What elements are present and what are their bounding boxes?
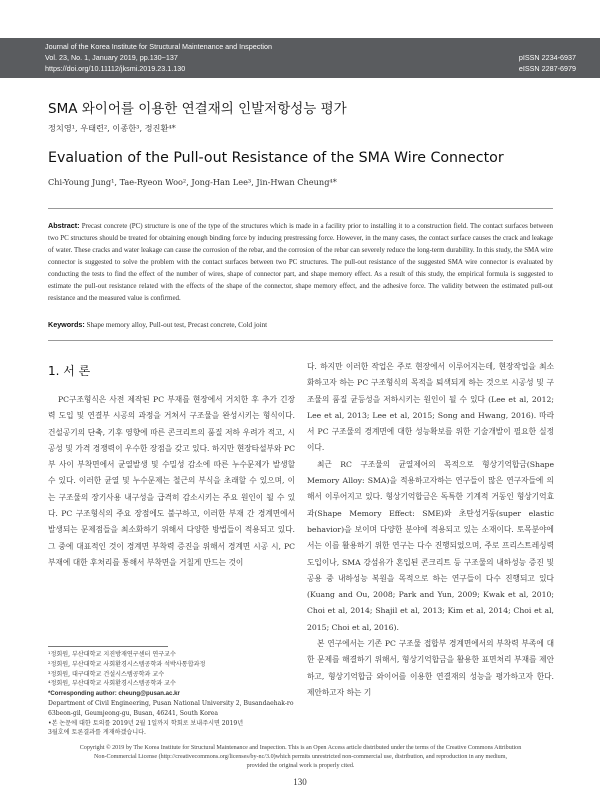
divider-bottom <box>48 340 553 341</box>
footnote-affiliation: ³정회원, 대구대학교 건설시스템공학과 교수 <box>48 670 165 678</box>
journal-doi: https://doi.org/10.11112/jksmi.2019.23.1.130 <box>45 64 186 73</box>
keywords-label: Keywords: <box>48 320 85 329</box>
body-paragraph: PC구조형식은 사전 제작된 PC 부재를 현장에서 거치한 후 추가 긴장력 도입 및 연결부 시공의 과정을 거쳐서 구조물을 완성시키는 형식이다. 건설공기의 단축, 기후 영향에 따른 콘크리트의 품질 저하 우려가 적고, 시공성 및 가격 경쟁력이 우수한 장점을 갖고 있다. 하지만 현장타설부와 PC부 사이 부착면에서 균열발생 및 수밀성 감소에 따른 누수문제가 발생할 수 있다. 이러한 균열 및 누수문제는 철근의 부식을 초래할 수 있으며, 이는 구조물의 장기사용 내구성을 급격히 감소시키는 주요 원인이 될 수 있다. PC 구조형식의 주요 장점에도 불구하고, 이러한 부재 간 경계면에서 발생되는 문제점들을 최소화하기 위해서 다양한 방법들이 적용되고 있다. 그 중에 대표적인 것이 경계면 부착력 증진을 위해서 경계면 시공 시, PC 부재에 대한 후처리를 통해서 부착면을 거칠게 만드는 것이 <box>48 395 295 567</box>
copyright-line: provided the original work is properly cited. <box>246 763 355 769</box>
keywords-text: Shape memory alloy, Pull-out test, Precast concrete, Cold joint <box>86 321 268 329</box>
body-paragraph: 최근 RC 구조물의 균열제어의 목적으로 형상기억합금(Shape Memory Alloy: SMA)을 적용하고자하는 연구들이 많은 연구자들에 의해서 이루어지고 있다. 형상기억합금은 독특한 기계적 거동인 형상기억효과(Shape Memory Effect: SME)와 초탄성거동(super elastic behavior)을 보이며 다양한 분야에 적용되고 있는 소재이다. 토목분야에서는 이를 활용하기 위한 연구는 다수 진행되었으며, 주로 프리스트레싱력 도입이나, SMA 강섬유가 혼입된 콘크리트 등 구조물의 내하성능 증진 및 공용 중 내하성능 복원을 목적으로 하는 연구들이 다수 진행되고 있다 (Kuang and Ou, 2008; Park and Yun, 2009; Kwak et al, 2010; Choi et al, 2014; Shajil et al, 2013; Kim et al, 2014; Choi et al, 2015; Choi et al, 2016). <box>307 459 554 632</box>
journal-info <box>45 41 272 74</box>
divider-top <box>48 208 553 209</box>
abstract-text: Precast concrete (PC) structure is one of the type of the structures which is made in a facility prior to installing it to a construction field. The contact surfaces between two PC structures should be treated for obtaining enough binding force by inducing prestressing force. However, in the many cases, the contact surface causes the crack and leakage of water. These cracks and water leakage can cause the corrosion of the rebar, and the corrosion of the rebar can severely reduce the long-term durability. In this study, the SMA wire connector is suggested to solve the problem with the contact surfaces between two PC structures. The pull-out resistance of the suggested SMA wire connector is evaluated by conducting the tests to find the effect of the number of wires, shape of connector part, and shape memory effect. As a result of this study, the empirical formula is suggested to estimate the pull-out resistance related with the effects of the shape of the connector, shape memory effect, and the adhesive force. The validity between the estimated pull-out resistance and the measured value is confirmed. <box>48 222 553 302</box>
footnote-affiliation: ²정회원, 부산대학교 사회환경시스템공학과 석박사통합과정 <box>48 660 206 668</box>
eissn: eISSN 2287-6979 <box>518 64 576 73</box>
section-heading: 1. 서 론 <box>48 364 91 378</box>
address-line: Department of Civil Engineering, Pusan National University 2, Busandaehak-ro <box>48 699 294 707</box>
title-english: Evaluation of the Pull-out Resistance of the SMA Wire Connector <box>48 150 504 166</box>
abstract <box>48 220 553 304</box>
copyright-notice <box>48 744 553 771</box>
body-paragraph: 다. 하지만 이러한 작업은 주로 현장에서 이루어지는데, 현장작업을 최소화하고자 하는 PC 구조형식의 목적을 퇴색되게 하는 것으로 시공성 및 구조물의 품질 균등성을 저하시키는 원인이 될 수 있다 (Lee et al, 2012; Lee et al, 2013; Lee et al, 2015; Song and Hwang, 2016). 따라서 PC 구조물의 경계면에 대한 성능확보를 위한 기술개발이 필요한 실정이다. <box>307 362 554 453</box>
discussion-note: 3월호에 토론결과를 게재하겠습니다. <box>48 729 146 737</box>
journal-name: Journal of the Korea Institute for Structural Maintenance and Inspection <box>45 42 272 51</box>
body-column-left <box>48 392 295 571</box>
journal-volume: Vol. 23, No. 1, January 2019, pp.130~137 <box>45 53 178 62</box>
copyright-line: Copyright © 2019 by The Korea Institute for Structural Maintenance and Inspection. This is an Open Access article distributed under the terms of the Creative Commons Attribution <box>79 745 522 751</box>
pissn: pISSN 2234-6937 <box>518 53 576 62</box>
copyright-line: Non-Commercial License (http://creativecommons.org/licenses/by-nc/3.0)which permits unrestricted non-commercial use, distribution, and reproduction in any medium, <box>94 754 507 760</box>
page-number: 130 <box>293 777 307 787</box>
discussion-note: •본 논문에 대한 토의를 2019년 2월 1일까지 학회로 보내주시면 2019년 <box>48 719 244 727</box>
journal-header-bar <box>0 38 600 78</box>
address-line: 63beon-gil, Geumjeong-gu, Busan, 46241, South Korea <box>48 709 219 717</box>
authors-english: Chi-Young Jung¹, Tae-Ryeon Woo², Jong-Han Lee³, Jin-Hwan Cheung⁴* <box>48 177 337 187</box>
footnote-affiliation: ¹정회원, 부산대학교 지진방재연구센터 연구교수 <box>48 651 176 658</box>
issn-info <box>519 52 576 74</box>
footnotes <box>48 650 295 738</box>
title-korean: SMA 와이어를 이용한 연결재의 인발저항성능 평가 <box>48 101 347 117</box>
body-paragraph: 본 연구에서는 기존 PC 구조물 접합부 경계면에서의 부착력 부족에 대한 문제를 해결하기 위해서, 형상기억합금을 활용한 표면처리 부재를 제안하고, 형상기억합금 와이어를 이용한 연결재의 성능을 평가하고자 한다. 제안하고자 하는 기 <box>307 639 554 697</box>
body-column-right <box>307 359 554 701</box>
footnote-affiliation: ⁴정회원, 부산대학교 사회환경시스템공학과 교수 <box>48 680 176 688</box>
abstract-label: Abstract: <box>48 221 80 230</box>
keywords <box>48 320 553 329</box>
corresponding-author: *Corresponding author: cheung@pusan.ac.kr <box>48 690 180 698</box>
footnote-divider <box>48 646 168 647</box>
authors-korean: 정치영¹, 우태련², 이종한³, 정진환⁴* <box>48 123 176 133</box>
